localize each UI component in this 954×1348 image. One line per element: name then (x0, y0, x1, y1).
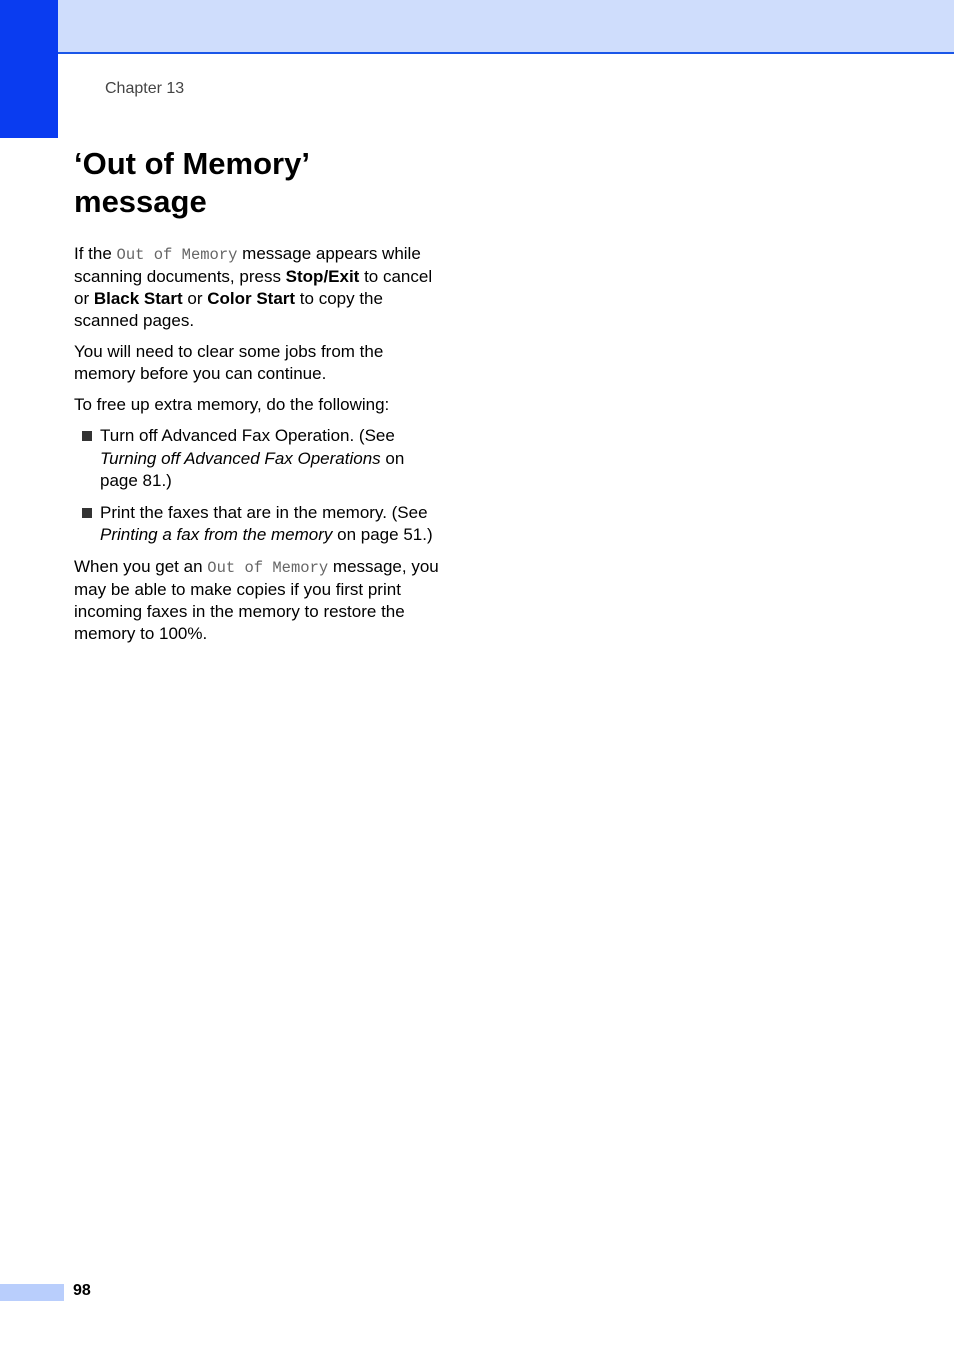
footer-band (0, 1284, 64, 1301)
text: Turn off Advanced Fax Operation. (See (100, 426, 395, 445)
list-item (74, 425, 446, 493)
key-black-start: Black Start (93, 289, 183, 308)
lcd-message: Out of Memory (207, 558, 329, 577)
text: message appears while scanning documents, press (74, 244, 421, 286)
page-number: 98 (73, 1282, 91, 1299)
text: on page 51.) (332, 525, 433, 544)
square-bullet-icon (82, 431, 92, 441)
paragraph-intro (74, 243, 446, 332)
text: Print the faxes that are in the memory. (See (100, 502, 428, 522)
header-band (58, 0, 954, 54)
text: on page 81.) (100, 448, 405, 490)
lcd-message: Out of Memory (116, 246, 238, 264)
text: When you get an (74, 556, 208, 576)
text: message, you may be able to make copies if you first print incoming faxes in the memory to restore the memory to 100%. (74, 556, 439, 643)
main-content (74, 145, 446, 654)
text: If the (74, 244, 117, 263)
paragraph-clear-jobs: You will need to clear some jobs from the memory before you can continue. (74, 342, 384, 383)
key-stop-exit: Stop/Exit (285, 267, 360, 286)
bullet-list (74, 425, 446, 547)
text: to copy the scanned pages. (74, 289, 383, 330)
section-title-line2: message (74, 184, 207, 219)
text: to cancel or (74, 267, 433, 308)
paragraph-copies (74, 556, 446, 645)
section-title (74, 145, 446, 221)
text: or (182, 289, 208, 308)
section-title-line1: ‘Out of Memory’ (74, 146, 310, 181)
paragraph-free-memory: To free up extra memory, do the following: (74, 395, 390, 414)
chapter-tab (0, 0, 58, 138)
list-item (74, 502, 446, 547)
square-bullet-icon (82, 508, 92, 518)
cross-reference[interactable]: Printing a fax from the memory (100, 525, 333, 544)
chapter-label: Chapter 13 (105, 80, 185, 97)
key-color-start: Color Start (207, 289, 296, 308)
cross-reference[interactable]: Turning off Advanced Fax Operations (100, 448, 381, 468)
